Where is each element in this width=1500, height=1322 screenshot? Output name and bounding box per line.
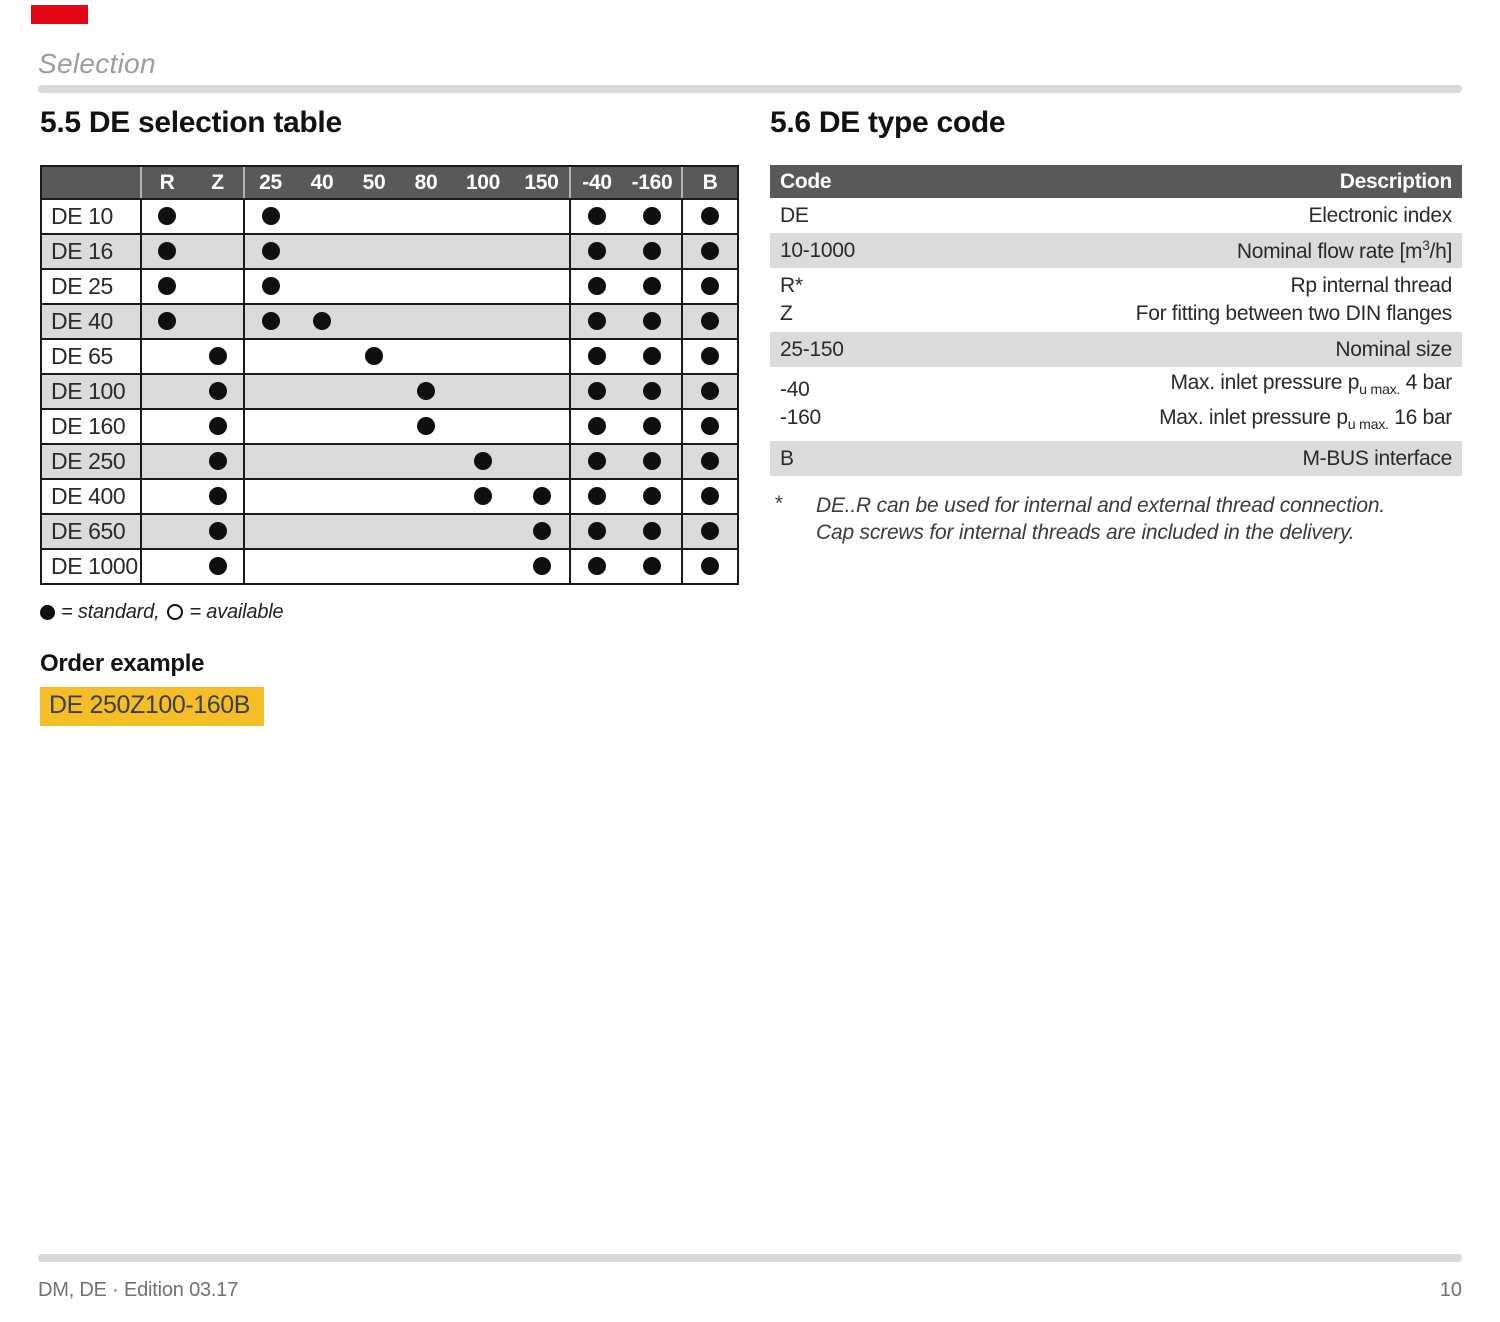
cell-de-650-25 [243,513,296,548]
available-circle-icon [167,604,183,620]
cell-de-650--40 [569,513,623,548]
cell-de-1000--40 [569,548,623,583]
cell-de-16-150 [514,233,569,268]
cell-de-40-model: DE 40 [42,303,140,338]
cell-de-16-100 [452,233,514,268]
cell-de-65-80 [400,338,452,373]
row-de-650 [42,513,737,548]
type-code-header-row [770,165,1462,198]
cell-de-100-b [681,373,737,408]
cell-de-400-r [140,478,192,513]
standard-dot-icon [588,347,606,365]
cell-de-100-model: DE 100 [42,373,140,408]
row-de-16 [42,233,737,268]
standard-dot-icon [643,312,661,330]
cell-de-25-150 [514,268,569,303]
cell-de-250-40 [296,443,348,478]
standard-dot-icon [643,417,661,435]
type-code-row-mbus [770,441,1462,476]
cell-de-650-40 [296,513,348,548]
cell-de-16-25 [243,233,296,268]
cell-de-65-model: DE 65 [42,338,140,373]
cell-de-160-40 [296,408,348,443]
cell-de-650-150 [514,513,569,548]
cell-de-250-b [681,443,737,478]
standard-dot-icon [588,242,606,260]
standard-dot-icon [209,557,227,575]
row-de-40 [42,303,737,338]
cell-de-160-b [681,408,737,443]
cell-de-160-80 [400,408,452,443]
code-line: Z [780,302,793,325]
cell-de-25-100 [452,268,514,303]
standard-dot-icon [701,417,719,435]
standard-dot-icon [643,452,661,470]
cell-de-400-z [192,478,243,513]
cell-de-16-r [140,233,192,268]
cell-de-400-40 [296,478,348,513]
code-cell: DE [780,203,809,227]
cell-de-250-150 [514,443,569,478]
col-header-code: Code [770,165,1030,198]
desc-line [1040,369,1452,404]
selection-header-row [42,167,737,198]
cell-de-10-50 [348,198,400,233]
standard-dot-icon [643,522,661,540]
row-de-65 [42,338,737,373]
cell-de-650-model: DE 650 [42,513,140,548]
cell-de-65-150 [514,338,569,373]
cell-de-250-80 [400,443,452,478]
row-de-100 [42,373,737,408]
footnote-marker: * [774,492,782,516]
standard-dot-icon [158,207,176,225]
cell-de-250-50 [348,443,400,478]
col-header--160: -160 [623,167,681,198]
col-header-z: Z [192,167,243,198]
standard-dot-icon [643,207,661,225]
cell-de-650--160 [623,513,681,548]
description-cell [1030,367,1462,441]
cell-de-40-b [681,303,737,338]
cell-de-40-40 [296,303,348,338]
standard-dot-icon [209,522,227,540]
desc-subscript: u max. [1347,417,1389,434]
brand-red-mark [31,5,88,24]
cell-de-650-100 [452,513,514,548]
cell-de-10-25 [243,198,296,233]
cell-de-25-50 [348,268,400,303]
cell-de-40--40 [569,303,623,338]
standard-dot-icon [158,312,176,330]
standard-dot-icon [701,522,719,540]
col-header-model [42,167,140,198]
footer-doc-info: DM, DE · Edition 03.17 [38,1279,239,1301]
cell-de-10-b [681,198,737,233]
cell-de-400-50 [348,478,400,513]
cell-de-10-z [192,198,243,233]
standard-dot-icon [40,605,55,620]
cell-de-65-100 [452,338,514,373]
cell-de-1000-50 [348,548,400,583]
cell-de-40-r [140,303,192,338]
cell-de-650-r [140,513,192,548]
cell-de-40-25 [243,303,296,338]
cell-de-400-b [681,478,737,513]
code-cell: B [770,441,1030,476]
cell-de-100-40 [296,373,348,408]
standard-dot-icon [533,487,551,505]
cell-de-10-150 [514,198,569,233]
standard-dot-icon [365,347,383,365]
standard-dot-icon [588,417,606,435]
cell-de-400-80 [400,478,452,513]
cell-de-65-50 [348,338,400,373]
left-column [40,106,735,726]
cell-de-16-40 [296,233,348,268]
standard-dot-icon [588,312,606,330]
cell-de-16-model: DE 16 [42,233,140,268]
standard-dot-icon [209,347,227,365]
de-type-code-table [770,165,1462,476]
cell-de-1000-r [140,548,192,583]
selection-table-title: 5.5 DE selection table [40,106,342,139]
cell-de-250-z [192,443,243,478]
description-cell [1030,233,1462,268]
cell-de-400-100 [452,478,514,513]
row-de-400 [42,478,737,513]
cell-de-100-100 [452,373,514,408]
standard-dot-icon [209,417,227,435]
cell-de-40-z [192,303,243,338]
cell-de-1000-80 [400,548,452,583]
cell-de-25-b [681,268,737,303]
standard-dot-icon [643,487,661,505]
cell-de-250-r [140,443,192,478]
cell-de-10--160 [623,198,681,233]
footnote-line: DE..R can be used for internal and external thread connection. [816,494,1385,518]
standard-dot-icon [313,312,331,330]
standard-dot-icon [262,312,280,330]
cell-de-25-40 [296,268,348,303]
selection-legend [40,601,735,624]
description-cell: Electronic index [1308,203,1452,227]
standard-dot-icon [588,487,606,505]
cell-de-10-r [140,198,192,233]
cell-de-16-z [192,233,243,268]
standard-dot-icon [701,347,719,365]
type-code-title: 5.6 DE type code [770,106,1006,139]
cell-de-100--40 [569,373,623,408]
footer-divider [38,1254,1462,1262]
cell-de-650-b [681,513,737,548]
standard-dot-icon [701,207,719,225]
col-header-100: 100 [452,167,514,198]
cell-de-650-80 [400,513,452,548]
code-line: -40 [780,378,810,402]
cell-de-25-r [140,268,192,303]
desc-line: For fitting between two DIN flanges [1135,302,1452,325]
cell-de-1000-z [192,548,243,583]
type-code-row-de [770,198,1462,233]
cell-de-400-25 [243,478,296,513]
standard-dot-icon [588,382,606,400]
cell-de-40-80 [400,303,452,338]
code-cell [770,268,1030,332]
cell-de-160-50 [348,408,400,443]
cell-de-40-100 [452,303,514,338]
cell-de-250-25 [243,443,296,478]
cell-de-160--40 [569,408,623,443]
cell-de-1000-150 [514,548,569,583]
cell-de-40-150 [514,303,569,338]
desc-superscript: 3 [1422,237,1430,253]
standard-dot-icon [643,242,661,260]
cell-de-160-100 [452,408,514,443]
standard-dot-icon [533,522,551,540]
standard-dot-icon [533,557,551,575]
col-header-description: Description [1030,165,1462,198]
col-header-b: B [681,167,737,198]
order-example-code: DE 250Z100-160B [40,687,264,726]
col-header-25: 25 [243,167,296,198]
cell-de-1000-100 [452,548,514,583]
de-selection-table [40,165,735,585]
cell-de-100-25 [243,373,296,408]
description-cell: M-BUS interface [1030,441,1462,476]
cell-de-1000-25 [243,548,296,583]
order-example-title: Order example [40,650,205,677]
standard-dot-icon [701,242,719,260]
standard-dot-icon [701,487,719,505]
cell-de-65--160 [623,338,681,373]
standard-dot-icon [209,452,227,470]
standard-dot-icon [588,207,606,225]
cell-de-16--40 [569,233,623,268]
desc-text: Max. inlet pressure p [1170,371,1360,394]
cell-de-65-40 [296,338,348,373]
standard-dot-icon [158,242,176,260]
description-cell: Nominal size [1030,332,1462,367]
cell-de-65-r [140,338,192,373]
standard-dot-icon [701,452,719,470]
col-header-150: 150 [514,167,569,198]
cell-de-160--160 [623,408,681,443]
cell-de-1000-model: DE 1000 [42,548,140,583]
standard-dot-icon [474,487,492,505]
cell-de-40-50 [348,303,400,338]
cell-de-250-100 [452,443,514,478]
cell-de-100-r [140,373,192,408]
col-header-50: 50 [348,167,400,198]
cell-de-25--160 [623,268,681,303]
cell-de-1000-b [681,548,737,583]
cell-de-16-50 [348,233,400,268]
legend-available-label: = available [189,601,284,623]
standard-dot-icon [262,242,280,260]
cell-de-65-25 [243,338,296,373]
row-de-1000 [42,548,737,583]
code-cell [770,367,1030,441]
cell-de-16-80 [400,233,452,268]
col-header--40: -40 [569,167,623,198]
cell-de-40--160 [623,303,681,338]
cell-de-650-50 [348,513,400,548]
row-de-25 [42,268,737,303]
cell-de-100-z [192,373,243,408]
standard-dot-icon [588,452,606,470]
code-cell: 25-150 [770,332,1030,367]
cell-de-10-40 [296,198,348,233]
standard-dot-icon [158,277,176,295]
col-header-80: 80 [400,167,452,198]
cell-de-250--40 [569,443,623,478]
cell-de-10--40 [569,198,623,233]
desc-line: Rp internal thread [1290,274,1452,297]
cell-de-650-z [192,513,243,548]
cell-de-250-model: DE 250 [42,443,140,478]
footnote-line: Cap screws for internal threads are included in the delivery. [816,521,1355,545]
footnote [770,492,1462,546]
top-divider [38,85,1462,93]
cell-de-160-z [192,408,243,443]
cell-de-160-model: DE 160 [42,408,140,443]
selection-matrix-table [40,165,739,585]
standard-dot-icon [588,277,606,295]
standard-dot-icon [701,557,719,575]
cell-de-100-80 [400,373,452,408]
standard-dot-icon [262,207,280,225]
desc-text: /h] [1429,239,1452,263]
desc-subscript: u max. [1359,382,1401,399]
description-cell [1030,268,1462,332]
desc-line [1040,404,1452,439]
col-header-40: 40 [296,167,348,198]
cell-de-400-150 [514,478,569,513]
cell-de-10-80 [400,198,452,233]
page-number: 10 [1439,1279,1462,1301]
cell-de-65--40 [569,338,623,373]
cell-de-16-b [681,233,737,268]
row-de-250 [42,443,737,478]
standard-dot-icon [643,277,661,295]
desc-text: Max. inlet pressure p [1159,406,1348,430]
cell-de-160-r [140,408,192,443]
cell-de-250--160 [623,443,681,478]
desc-text: 16 bar [1388,406,1452,430]
cell-de-1000--160 [623,548,681,583]
cell-de-65-b [681,338,737,373]
row-de-160 [42,408,737,443]
code-line: R* [780,274,803,297]
type-code-row-pressure [770,367,1462,441]
cell-de-400-model: DE 400 [42,478,140,513]
cell-de-10-100 [452,198,514,233]
standard-dot-icon [643,382,661,400]
standard-dot-icon [588,522,606,540]
standard-dot-icon [701,277,719,295]
standard-dot-icon [209,487,227,505]
standard-dot-icon [262,277,280,295]
cell-de-16--160 [623,233,681,268]
standard-dot-icon [701,382,719,400]
standard-dot-icon [588,557,606,575]
standard-dot-icon [474,452,492,470]
cell-de-25-model: DE 25 [42,268,140,303]
cell-de-400--160 [623,478,681,513]
row-de-10 [42,198,737,233]
legend-standard-label: = standard, [61,601,160,623]
code-line: -160 [780,406,821,430]
section-label: Selection [38,48,156,79]
type-code-row-size [770,332,1462,367]
type-code-row-flow [770,233,1462,268]
standard-dot-icon [209,382,227,400]
cell-de-25-80 [400,268,452,303]
cell-de-100--160 [623,373,681,408]
right-column [770,106,1462,546]
cell-de-160-25 [243,408,296,443]
cell-de-1000-40 [296,548,348,583]
code-cell: 10-1000 [770,233,1030,268]
cell-de-25-25 [243,268,296,303]
desc-text: Nominal flow rate [m [1236,239,1423,263]
type-code-row-thread [770,268,1462,332]
cell-de-65-z [192,338,243,373]
cell-de-100-50 [348,373,400,408]
cell-de-10-model: DE 10 [42,198,140,233]
col-header-r: R [140,167,192,198]
standard-dot-icon [643,347,661,365]
cell-de-25--40 [569,268,623,303]
standard-dot-icon [643,557,661,575]
cell-de-100-150 [514,373,569,408]
cell-de-25-z [192,268,243,303]
desc-text: 4 bar [1400,371,1452,394]
cell-de-160-150 [514,408,569,443]
standard-dot-icon [417,417,435,435]
standard-dot-icon [701,312,719,330]
cell-de-400--40 [569,478,623,513]
standard-dot-icon [417,382,435,400]
